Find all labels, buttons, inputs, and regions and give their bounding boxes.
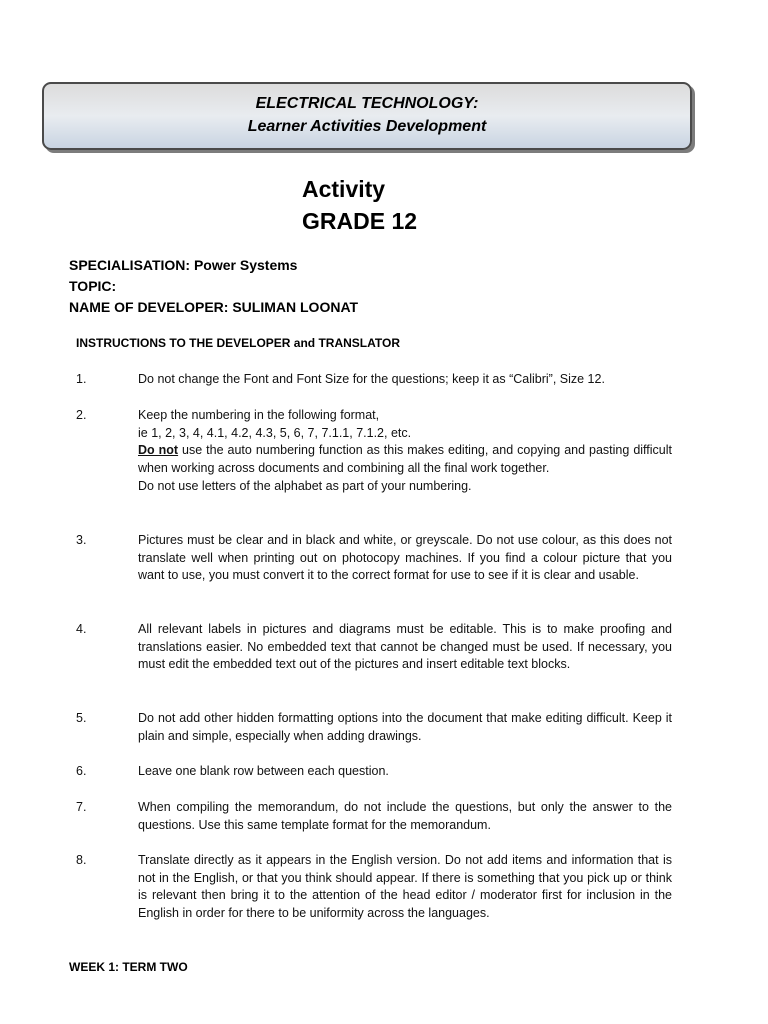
instructions-heading: INSTRUCTIONS TO THE DEVELOPER and TRANSLATOR (76, 336, 401, 350)
instruction-number: 7. (76, 800, 87, 814)
instruction-text (138, 407, 672, 496)
instruction-line: Do not use letters of the alphabet as part of your numbering. (138, 478, 472, 493)
emphasis-text: Do not (138, 443, 179, 458)
footer-week-term: WEEK 1: TERM TWO (69, 960, 188, 974)
grade-title: GRADE 12 (302, 208, 418, 234)
instruction-number: 6. (76, 764, 87, 778)
instruction-text: Do not add other hidden formatting options into the document that make editing difficult. Keep it plain and simple, especially when adding drawings. (138, 711, 672, 743)
activity-title: Activity (302, 176, 386, 202)
instruction-text: When compiling the memorandum, do not include the questions, but only the answer to the questions. Use this same template format for the memorandum. (138, 800, 672, 832)
instruction-number: 8. (76, 853, 87, 867)
instruction-text: Leave one blank row between each question. (138, 764, 389, 778)
instruction-paragraph (138, 442, 672, 477)
instruction-number: 4. (76, 622, 87, 636)
instruction-line: Keep the numbering in the following format, (138, 408, 380, 422)
instruction-number: 3. (76, 533, 87, 547)
header-title: ELECTRICAL TECHNOLOGY: (255, 95, 479, 112)
instruction-text: Translate directly as it appears in the English version. Do not add items and information that is not in the English, or that you think should appear. If there is something that you pick up or think is relevant then bring it to the attention of the head editor / moderator first for inclusion in the English in order for there to be uniformity across the languages. (138, 853, 672, 921)
document-header-box (42, 82, 692, 150)
developer-line: NAME OF DEVELOPER: SULIMAN LOONAT (69, 299, 359, 315)
instruction-number: 1. (76, 372, 87, 386)
specialisation-line: SPECIALISATION: Power Systems (69, 257, 298, 273)
instruction-text: Pictures must be clear and in black and white, or greyscale. Do not use colour, as this does not translate well when printing out on photocopy machines. If you find a colour picture that you want to use, you must convert it to the correct format for use to see if it is clear and usable. (138, 533, 672, 583)
header-subtitle: Learner Activities Development (247, 118, 487, 135)
instruction-line: use the auto numbering function as this makes editing, and copying and pasting difficult when working across documents and combining all the final work together. (138, 443, 672, 476)
instruction-text: All relevant labels in pictures and diagrams must be editable. This is to make proofing and translations easier. No embedded text that cannot be changed must be used. If necessary, you must edit the embedded text out of the pictures and insert editable text blocks. (138, 622, 672, 672)
instruction-text: Do not change the Font and Font Size for the questions; keep it as “Calibri”, Size 12. (138, 372, 605, 386)
instruction-number: 2. (76, 408, 87, 422)
topic-line: TOPIC: (69, 278, 117, 294)
instruction-line: ie 1, 2, 3, 4, 4.1, 4.2, 4.3, 5, 6, 7, 7.1.1, 7.1.2, etc. (138, 425, 412, 440)
instruction-number: 5. (76, 711, 87, 725)
